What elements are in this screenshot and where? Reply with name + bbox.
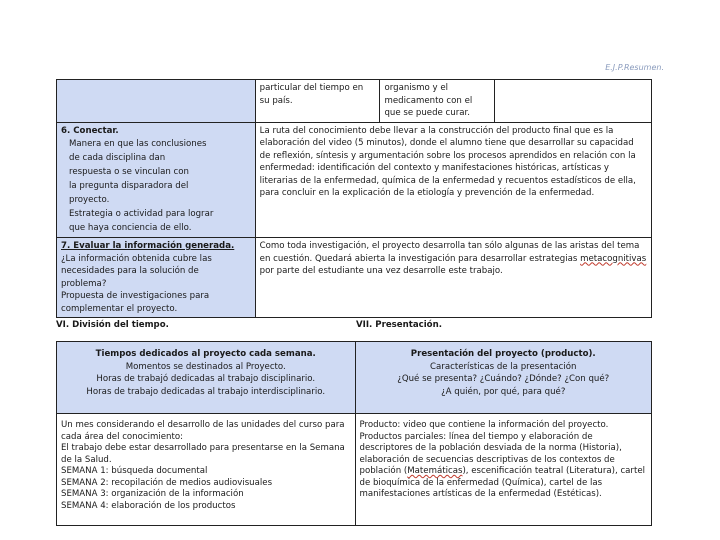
table-row [57, 342, 652, 414]
section-6-title: 6. Conectar. [61, 125, 119, 136]
partial-products [360, 432, 648, 501]
table-row [57, 414, 652, 526]
section-6-line: Estrategia o actividad para lograr [69, 209, 214, 219]
section-6-line: Manera en que las conclusiones [69, 139, 207, 149]
time-header-line: Horas de trabajó dedicadas al trabajo disciplinario. [96, 374, 316, 384]
section-6-content: La ruta del conocimiento debe llevar a la construcción del producto final que es la elaboración del video (5 minutos), donde el alumno tiene que desarrollar su capacidad de reflexión, síntesis y argumentación sobre los procesos aprendidos en relación con la enfermedad: identificación del contexto y manifestaciones históricas, artísticas y literarias de la enfermedad, química de la enfermedad y recuentos estadísticos de ella, para concluir en la explicación de la etiología y prevención de la enfermedad. [255, 122, 651, 238]
time-cell: particular del tiempo en su país. [255, 80, 380, 123]
time-header-line: Horas de trabajo dedicadas al trabajo interdisciplinario. [86, 386, 326, 397]
empty-cell [495, 80, 652, 123]
time-presentation-table [56, 341, 652, 526]
schedule-line: El trabajo debe estar desarrollado para presentarse en la Semana de la Salud. [61, 443, 345, 465]
schedule-line: SEMANA 2: recopilación de medios audiovisuales [61, 477, 273, 488]
section-7-line: necesidades para la solución de [61, 266, 199, 276]
partial-products-text-end: ), escenificación teatral (Literatura), cartel de bioquímica de la enfermedad (Química), cartel de las manifestaciones artísticas de la enfermedad (Estéticas). [359, 466, 646, 499]
metacognitive-term: metacognitivas [580, 253, 647, 264]
time-header-cell [57, 342, 356, 414]
section-7-line: ¿La información obtenida cubre las [61, 253, 212, 264]
schedule-line: SEMANA 4: elaboración de los productos [61, 500, 236, 511]
blank-cell [57, 80, 256, 123]
schedule-line: Un mes considerando el desarrollo de las unidades del curso para cada área del conocimiento: [61, 420, 345, 442]
presentation-header-line: ¿A quién, por qué, para qué? [441, 386, 566, 397]
math-term: Matemáticas [407, 466, 463, 476]
section-7-line: Propuesta de investigaciones para [61, 291, 210, 301]
schedule-line: SEMANA 3: organización de la información [61, 489, 244, 499]
schedule-cell [57, 414, 356, 526]
product-line: Producto: video que contiene la información del proyecto. [359, 420, 609, 430]
section-7-title: 7. Evaluar la información generada. [61, 241, 235, 251]
section-7-text-end: por parte del estudiante una vez desarrolle este trabajo. [259, 266, 503, 276]
project-table [56, 79, 652, 318]
product-cell [355, 414, 652, 526]
presentation-header-cell [355, 342, 652, 414]
table-row [57, 80, 652, 123]
section-7-content [255, 238, 651, 318]
section-vii-title: VII. Presentación. [356, 320, 442, 330]
section-6-line: respuesta o se vinculan con [69, 167, 189, 177]
section-6-line: proyecto. [69, 195, 110, 205]
table-row [57, 122, 652, 238]
section-7-text: Como toda investigación, el proyecto desarrolla tan sólo algunas de las aristas del tema en cuestión. Quedará abierta la investigación para desarrollar estrategias [259, 241, 640, 264]
presentation-header-line: ¿Qué se presenta? ¿Cuándo? ¿Dónde? ¿Con qué? [397, 374, 610, 384]
presentation-header-line: Características de la presentación [430, 361, 577, 372]
section-6-line: de cada disciplina dan [69, 153, 166, 163]
table-row [57, 238, 652, 318]
section-6-cell [57, 122, 256, 238]
section-6-line: que haya conciencia de ello. [69, 223, 192, 233]
presentation-header-title: Presentación del proyecto (producto). [410, 349, 596, 359]
section-7-line: complementar el proyecto. [61, 303, 178, 314]
section-vi-title: VI. División del tiempo. [56, 320, 169, 330]
medicine-cell: organismo y el medicamento con el que se puede curar. [380, 80, 495, 123]
time-header-title: Tiempos dedicados al proyecto cada semana. [95, 349, 316, 359]
section-7-line: problema? [61, 278, 107, 289]
section-6-line: la pregunta disparadora del [69, 181, 189, 191]
schedule-line: SEMANA 1: búsqueda documental [61, 466, 208, 476]
document-reference: E.J.P.Resumen. [605, 63, 664, 72]
section-7-cell [57, 238, 256, 318]
partial-products-text: Productos parciales: línea del tiempo y elaboración de descriptores de la población desviada de la norma (Historia), elaboración de secuencias descriptivas de los contextos de población ( [359, 431, 622, 476]
time-header-line: Momentos se destinados al Proyecto. [125, 361, 286, 372]
